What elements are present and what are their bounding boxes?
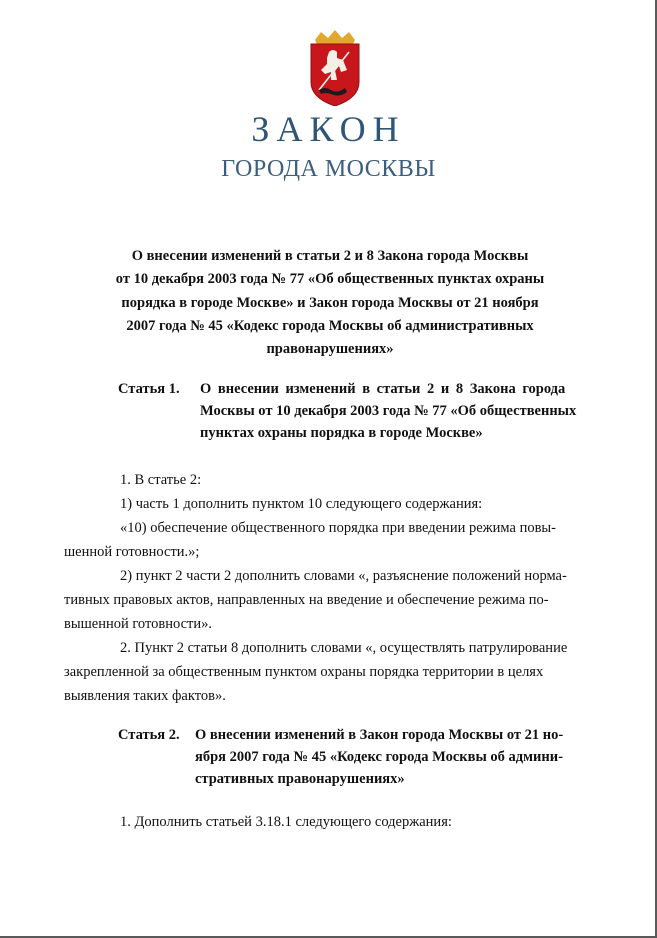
article-1-paragraph: 1. В статье 2: xyxy=(120,472,202,488)
emblem-crown xyxy=(315,30,355,44)
heading-line: 2007 года № 45 «Кодекс города Москвы об административных xyxy=(126,317,534,334)
article-1-paragraph: вышенной готовности». xyxy=(64,616,213,632)
article-2-paragraph: 1. Дополнить статьей 3.18.1 следующего содержания: xyxy=(120,814,452,830)
article-1-paragraph: 2. Пункт 2 статьи 8 дополнить словами «, осуществлять патрулирование xyxy=(120,640,568,656)
article-1-label: Статья 1. xyxy=(118,381,180,397)
heading-line: правонарушениях» xyxy=(266,341,394,358)
article-1-paragraph: «10) обеспечение общественного порядка при введении режима повы- xyxy=(120,520,556,536)
document-heading xyxy=(80,245,580,361)
article-1-title-line: пунктах охраны порядка в городе Москве» xyxy=(200,425,483,441)
heading-line: от 10 декабря 2003 года № 77 «Об общественных пунктах охраны xyxy=(115,271,545,288)
article-2-title-line: стративных правонарушениях» xyxy=(195,771,405,787)
article-1-paragraph: 1) часть 1 дополнить пунктом 10 следующего содержания: xyxy=(120,496,483,512)
article-1-paragraph: выявления таких фактов». xyxy=(64,688,226,704)
article-2-label: Статья 2. xyxy=(118,727,180,743)
article-1-paragraph: 2) пункт 2 части 2 дополнить словами «, разъяснение положений норма- xyxy=(120,568,567,584)
article-2-title-line: О внесении изменений в Закон города Москвы от 21 но- xyxy=(195,727,564,743)
article-1-heading xyxy=(118,378,603,450)
moscow-coat-of-arms-icon xyxy=(307,30,363,106)
article-1-title-line: Москвы от 10 декабря 2003 года № 77 «Об общественных xyxy=(200,403,577,419)
law-subtitle: ГОРОДА МОСКВЫ xyxy=(221,156,436,182)
heading-line: порядка в городе Москве» и Закон города Москвы от 21 ноября xyxy=(121,294,539,311)
article-1-title-line: О внесении изменений в статьи 2 и 8 Закона города xyxy=(200,381,566,397)
article-2-heading xyxy=(118,724,603,796)
law-title: ЗАКОН xyxy=(251,109,406,149)
article-1-paragraph: тивных правовых актов, направленных на введение и обеспечение режима по- xyxy=(64,592,549,608)
article-2-title-line: ября 2007 года № 45 «Кодекс города Москвы об админи- xyxy=(195,749,563,765)
article-1-paragraph: шенной готовности.»; xyxy=(64,544,200,560)
article-1-paragraph: закрепленной за общественным пунктом охраны порядка территории в целях xyxy=(64,664,544,680)
heading-line: О внесении изменений в статьи 2 и 8 Закона города Москвы xyxy=(131,248,529,264)
